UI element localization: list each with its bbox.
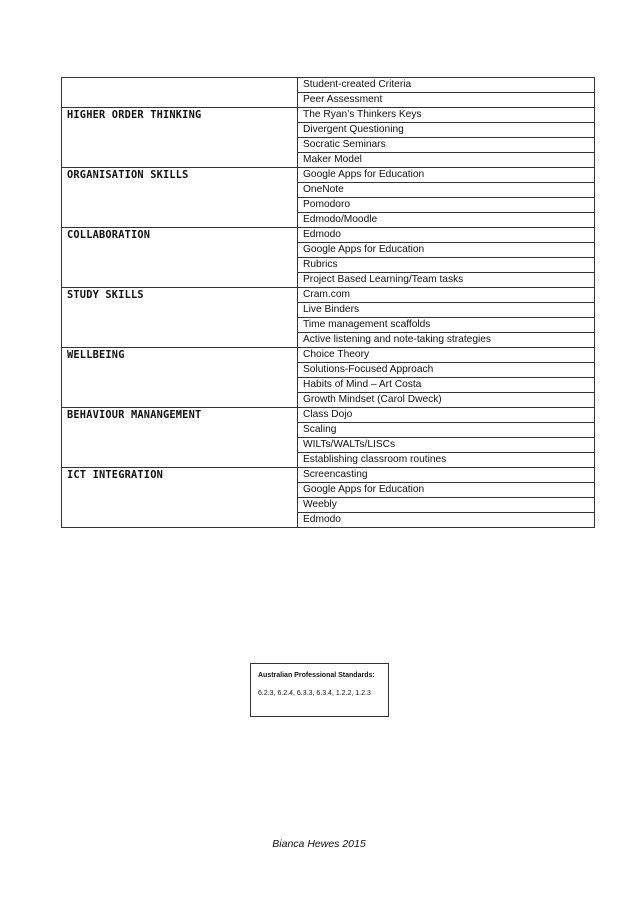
standards-values: 6.2.3, 6.2.4, 6.3.3, 6.3.4, 1.2.2, 1.2.3 [258, 690, 371, 697]
standards-box [250, 663, 389, 717]
strategies-table [61, 77, 595, 528]
item-cell: Rubrics [298, 258, 595, 273]
table-body [62, 78, 595, 528]
table-row [62, 108, 595, 123]
item-cell: Cram.com [298, 288, 595, 303]
category-cell: BEHAVIOUR MANANGEMENT [62, 408, 298, 468]
item-cell: Choice Theory [298, 348, 595, 363]
category-cell: COLLABORATION [62, 228, 298, 288]
item-cell: Pomodoro [298, 198, 595, 213]
item-cell: Time management scaffolds [298, 318, 595, 333]
item-cell: Establishing classroom routines [298, 453, 595, 468]
table-row [62, 78, 595, 93]
category-cell [62, 78, 298, 108]
table-row [62, 408, 595, 423]
item-cell: Solutions-Focused Approach [298, 363, 595, 378]
category-cell: STUDY SKILLS [62, 288, 298, 348]
item-cell: Socratic Seminars [298, 138, 595, 153]
table-row [62, 468, 595, 483]
category-cell: ORGANISATION SKILLS [62, 168, 298, 228]
category-cell: WELLBEING [62, 348, 298, 408]
item-cell: Google Apps for Education [298, 243, 595, 258]
table-row [62, 288, 595, 303]
item-cell: Project Based Learning/Team tasks [298, 273, 595, 288]
author-footer: Bianca Hewes 2015 [272, 838, 366, 850]
item-cell: Growth Mindset (Carol Dweck) [298, 393, 595, 408]
item-cell: Maker Model [298, 153, 595, 168]
table-row [62, 228, 595, 243]
item-cell: Weebly [298, 498, 595, 513]
category-cell: HIGHER ORDER THINKING [62, 108, 298, 168]
item-cell: Google Apps for Education [298, 483, 595, 498]
item-cell: Divergent Questioning [298, 123, 595, 138]
item-cell: Habits of Mind – Art Costa [298, 378, 595, 393]
item-cell: Class Dojo [298, 408, 595, 423]
standards-title: Australian Professional Standards: [258, 672, 375, 679]
item-cell: Peer Assessment [298, 93, 595, 108]
category-cell: ICT INTEGRATION [62, 468, 298, 528]
item-cell: Active listening and note-taking strategies [298, 333, 595, 348]
table-row [62, 168, 595, 183]
item-cell: Live Binders [298, 303, 595, 318]
item-cell: Google Apps for Education [298, 168, 595, 183]
item-cell: Scaling [298, 423, 595, 438]
table-row [62, 348, 595, 363]
item-cell: OneNote [298, 183, 595, 198]
item-cell: WILTs/WALTs/LISCs [298, 438, 595, 453]
item-cell: Edmodo/Moodle [298, 213, 595, 228]
item-cell: Screencasting [298, 468, 595, 483]
item-cell: Edmodo [298, 228, 595, 243]
item-cell: Edmodo [298, 513, 595, 528]
item-cell: The Ryan’s Thinkers Keys [298, 108, 595, 123]
item-cell: Student-created Criteria [298, 78, 595, 93]
